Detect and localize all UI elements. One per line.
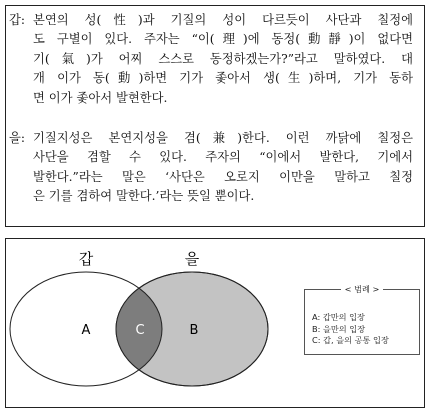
venn-label-gap: 갑	[78, 250, 94, 268]
passage-line: 기(氣)가 어찌 스스로 동정하겠는가?”라고 말하였다. 대	[33, 51, 413, 66]
venn-label-eul: 을	[184, 250, 200, 268]
passage-line: 기질지성은 본연지성을 겸(兼)한다. 이런 까닭에 칠정은	[33, 131, 413, 145]
legend-title: < 범례 >	[305, 284, 419, 295]
venn-region-b: B	[189, 323, 199, 338]
passage-line: 발한다.”라는 말은 ‘사단은 오로지 이만을 말하고 칠정	[33, 169, 413, 184]
passage-line: 면 이가 좇아서 발현한다.	[33, 90, 168, 105]
legend-box	[304, 284, 420, 355]
legend-item: C: 갑, 을의 공통 입장	[312, 335, 389, 345]
legend-item: A: 갑만의 입장	[312, 312, 365, 322]
passage-line: 사단을 겸할 수 있다. 주자의 “이에서 발한다, 기에서	[33, 150, 413, 165]
passage-line: 본연의 성(性)과 기질의 성이 다르듯이 사단과 칠정에	[33, 13, 413, 27]
passage-line: 은 기를 겸하여 말한다.’라는 뜻일 뿐이다.	[33, 189, 255, 204]
legend-item: B: 을만의 입장	[312, 323, 366, 334]
speaker-label-gap: 갑:	[9, 13, 26, 27]
venn-region-a: A	[81, 323, 91, 338]
passage-line: 도 구별이 있다. 주자는 “이(理)에 동정(動靜)이 없다면	[33, 32, 413, 47]
venn-region-c: C	[135, 323, 145, 338]
passage-line: 개 이가 동(動)하면 기가 좇아서 생(生)하며, 기가 동하	[33, 71, 413, 86]
speaker-label-eul: 을:	[9, 131, 26, 145]
